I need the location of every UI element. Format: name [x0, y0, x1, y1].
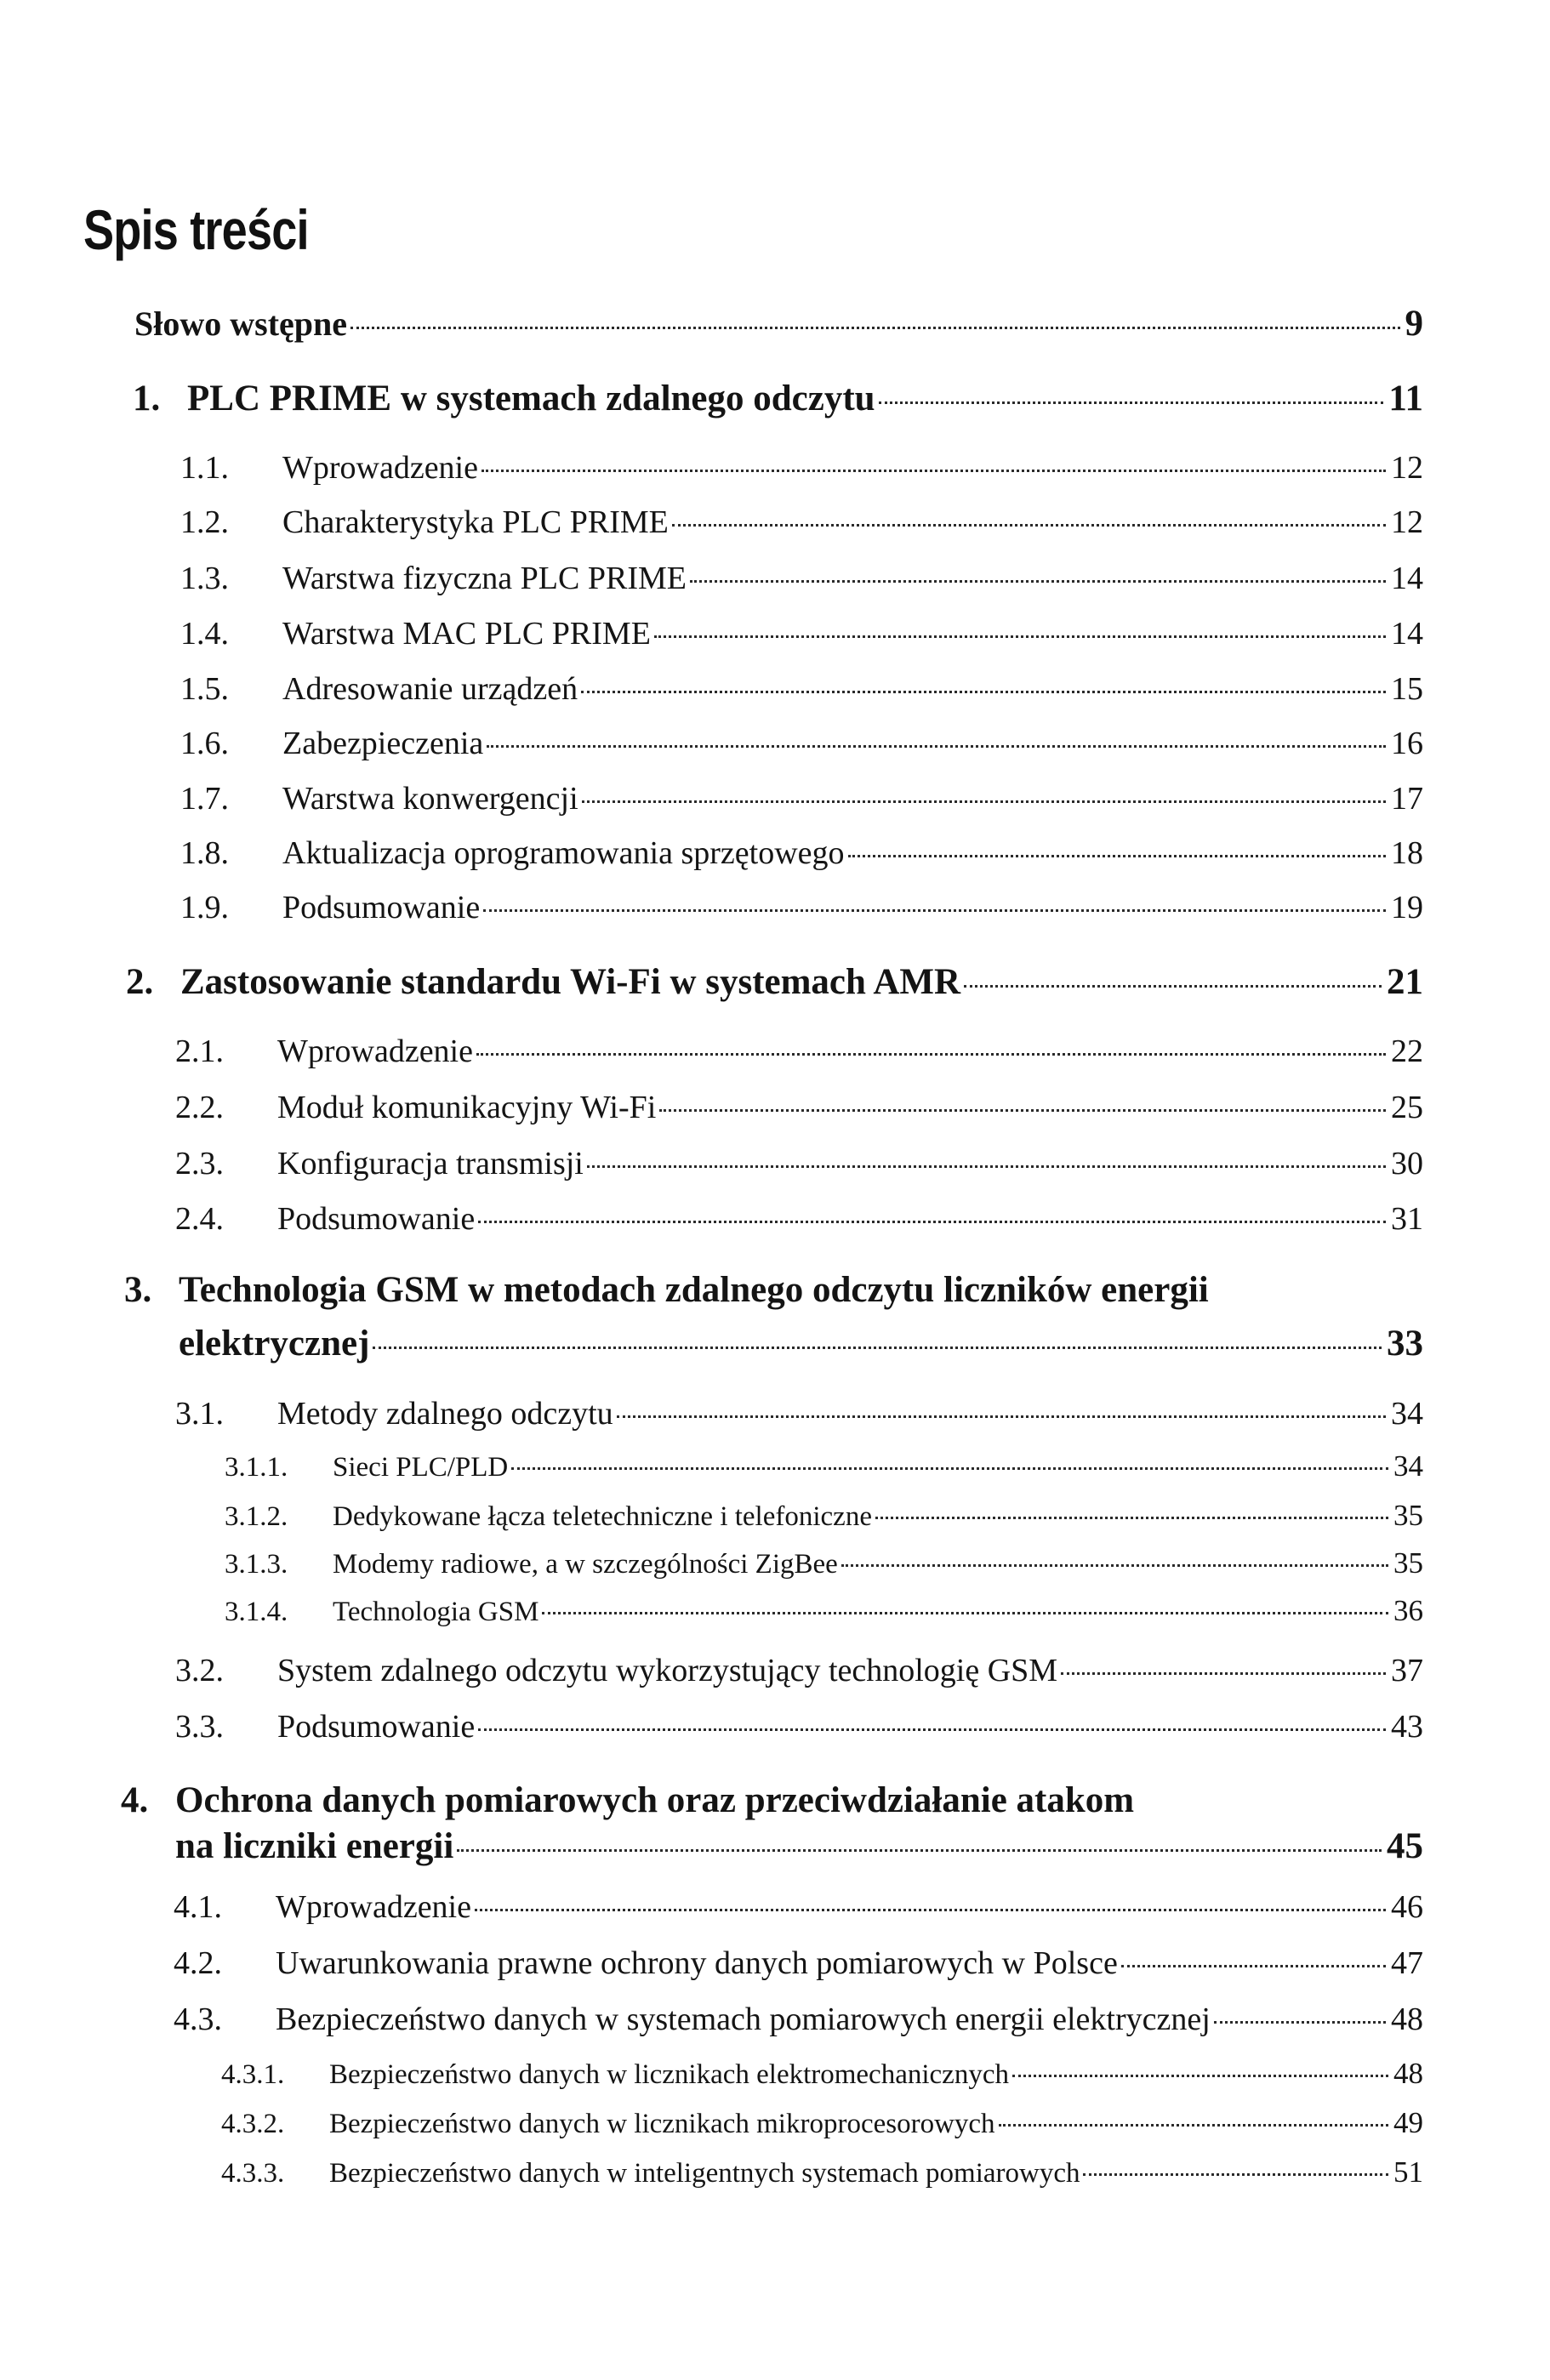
dot-leader	[475, 1909, 1386, 1911]
section-title: Wprowadzenie	[282, 450, 478, 486]
chapter-number: 1.	[133, 379, 161, 418]
section-number: 1.9.	[180, 890, 229, 925]
toc-section-1-9[interactable]	[180, 889, 1423, 926]
section-number: 1.7.	[180, 781, 229, 817]
dot-leader	[373, 1347, 1382, 1349]
section-number: 2.1.	[175, 1033, 224, 1069]
toc-subsection-4-3-1[interactable]	[221, 2057, 1423, 2091]
dot-leader	[848, 855, 1386, 857]
section-number: 1.6.	[180, 726, 229, 761]
chapter-number: 4.	[121, 1780, 149, 1820]
dot-leader	[350, 327, 1399, 329]
dot-leader	[964, 985, 1382, 988]
section-title: Moduł komunikacyjny Wi-Fi	[277, 1090, 657, 1125]
toc-page-number: 37	[1391, 1653, 1423, 1688]
toc-section-4-2[interactable]	[174, 1944, 1423, 1982]
section-title: Podsumowanie	[277, 1201, 476, 1237]
toc-section-2-4[interactable]	[175, 1200, 1423, 1238]
toc-chapter-2[interactable]	[126, 961, 1423, 1003]
subsection-title: Bezpieczeństwo danych w licznikach elektromechanicznych	[329, 2059, 1009, 2090]
section-title: Warstwa fizyczna PLC PRIME	[282, 561, 687, 596]
subsection-number: 3.1.1.	[225, 1452, 288, 1483]
section-title: Bezpieczeństwo danych w systemach pomiarowych energii elektrycznej	[276, 2001, 1211, 2037]
dot-leader	[457, 1849, 1382, 1852]
toc-section-1-1[interactable]	[180, 449, 1423, 487]
chapter-title-continued: na liczniki energii	[175, 1826, 454, 1866]
dot-leader	[511, 1467, 1388, 1470]
dot-leader	[582, 800, 1386, 803]
subsection-number: 4.3.2.	[221, 2109, 285, 2139]
section-title: Metody zdalnego odczytu	[277, 1396, 613, 1432]
section-number: 3.2.	[175, 1653, 224, 1688]
section-title: Adresowanie urządzeń	[282, 671, 578, 707]
toc-entry-foreword[interactable]	[134, 303, 1423, 344]
toc-subsection-3-1-3[interactable]	[225, 1546, 1423, 1580]
toc-subsection-4-3-2[interactable]	[221, 2106, 1423, 2140]
toc-page-number: 16	[1391, 726, 1423, 761]
dot-leader	[617, 1415, 1386, 1418]
toc-section-1-6[interactable]	[180, 725, 1423, 762]
section-number: 1.8.	[180, 835, 229, 871]
toc-chapter-4-title-line-1[interactable]	[121, 1779, 1134, 1821]
section-number: 4.3.	[174, 2001, 222, 2037]
toc-page-number: 14	[1391, 616, 1423, 652]
toc-section-3-2[interactable]	[175, 1652, 1423, 1689]
section-title: Wprowadzenie	[276, 1889, 471, 1925]
toc-subsection-3-1-2[interactable]	[225, 1499, 1423, 1533]
toc-page-number: 17	[1391, 781, 1423, 817]
toc-page-number: 48	[1391, 2001, 1423, 2037]
section-number: 2.3.	[175, 1146, 224, 1181]
section-number: 1.3.	[180, 561, 229, 596]
toc-section-1-7[interactable]	[180, 780, 1423, 817]
section-title: Zabezpieczenia	[282, 726, 484, 761]
subsection-title: Dedykowane łącza teletechniczne i telefoniczne	[333, 1501, 872, 1532]
section-title: System zdalnego odczytu wykorzystujący technologię GSM	[277, 1653, 1058, 1688]
dot-leader	[1012, 2075, 1388, 2077]
dot-leader	[659, 1109, 1386, 1112]
toc-page-number: 36	[1393, 1594, 1423, 1627]
toc-page-number: 34	[1393, 1449, 1423, 1483]
subsection-title: Bezpieczeństwo danych w inteligentnych systemach pomiarowych	[329, 2158, 1080, 2189]
section-title: Podsumowanie	[277, 1709, 476, 1745]
dot-leader	[587, 1165, 1386, 1168]
toc-page-number: 12	[1391, 504, 1423, 540]
dot-leader	[999, 2124, 1388, 2127]
section-title: Charakterystyka PLC PRIME	[282, 504, 669, 540]
dot-leader	[1061, 1672, 1386, 1675]
dot-leader	[879, 401, 1384, 404]
chapter-title-continued: elektrycznej	[179, 1324, 370, 1364]
section-title: Aktualizacja oprogramowania sprzętowego	[282, 835, 845, 871]
dot-leader	[654, 635, 1386, 638]
chapter-title: Zastosowanie standardu Wi-Fi w systemach AMR	[180, 962, 961, 1002]
toc-page-number: 49	[1393, 2106, 1423, 2139]
toc-page-number: 51	[1393, 2155, 1423, 2189]
dot-leader	[542, 1612, 1388, 1614]
toc-page-number: 33	[1387, 1324, 1423, 1364]
section-number: 1.2.	[180, 504, 229, 540]
section-title: Konfiguracja transmisji	[277, 1146, 584, 1181]
toc-page-number: 9	[1405, 304, 1423, 344]
toc-subsection-3-1-4[interactable]	[225, 1594, 1423, 1628]
toc-section-2-2[interactable]	[175, 1089, 1423, 1126]
dot-leader	[1214, 2021, 1386, 2024]
dot-leader	[476, 1053, 1386, 1056]
section-number: 3.3.	[175, 1709, 224, 1745]
chapter-title: Ochrona danych pomiarowych oraz przeciwdziałanie atakom	[175, 1780, 1135, 1820]
section-title: Uwarunkowania prawne ochrony danych pomiarowych w Polsce	[276, 1945, 1118, 1981]
toc-page-number: 14	[1391, 561, 1423, 596]
dot-leader	[690, 580, 1386, 583]
section-number: 2.2.	[175, 1090, 224, 1125]
toc-section-2-3[interactable]	[175, 1145, 1423, 1182]
dot-leader	[478, 1221, 1386, 1223]
section-title: Wprowadzenie	[277, 1033, 473, 1069]
toc-section-4-1[interactable]	[174, 1888, 1423, 1926]
toc-section-3-3[interactable]	[175, 1708, 1423, 1745]
toc-page-number: 48	[1393, 2057, 1423, 2090]
chapter-title: PLC PRIME w systemach zdalnego odczytu	[187, 379, 875, 418]
toc-page-number: 46	[1391, 1889, 1423, 1925]
toc-chapter-3-title-line-2[interactable]	[179, 1323, 1423, 1364]
toc-section-1-3[interactable]	[180, 560, 1423, 597]
toc-section-3-1[interactable]	[175, 1395, 1423, 1432]
subsection-title: Sieci PLC/PLD	[333, 1452, 509, 1483]
dot-leader	[482, 470, 1386, 472]
section-number: 4.2.	[174, 1945, 222, 1981]
dot-leader	[1121, 1965, 1386, 1967]
dot-leader	[875, 1517, 1388, 1519]
toc-page-number: 30	[1391, 1146, 1423, 1181]
dot-leader	[483, 909, 1386, 912]
toc-subsection-3-1-1[interactable]	[225, 1449, 1423, 1483]
dot-leader	[581, 691, 1386, 693]
dot-leader	[1083, 2173, 1388, 2176]
toc-section-1-8[interactable]	[180, 834, 1423, 872]
section-number: 1.5.	[180, 671, 229, 707]
toc-page-number: 35	[1393, 1499, 1423, 1532]
toc-entry-title: Słowo wstępne	[134, 305, 348, 343]
section-title: Warstwa konwergencji	[282, 781, 578, 817]
subsection-title: Technologia GSM	[333, 1597, 539, 1627]
toc-page-number: 21	[1387, 962, 1423, 1002]
section-number: 4.1.	[174, 1889, 222, 1925]
section-number: 1.4.	[180, 616, 229, 652]
page-title: Spis treści	[83, 198, 309, 261]
chapter-number: 3.	[124, 1270, 152, 1310]
toc-page-number: 34	[1391, 1396, 1423, 1432]
subsection-number: 3.1.2.	[225, 1501, 288, 1532]
subsection-number: 4.3.1.	[221, 2059, 285, 2090]
toc-page-number: 45	[1387, 1826, 1423, 1866]
toc-section-1-4[interactable]	[180, 615, 1423, 652]
subsection-title: Modemy radiowe, a w szczególności ZigBee	[333, 1549, 838, 1580]
subsection-number: 3.1.3.	[225, 1549, 288, 1580]
toc-page-number: 35	[1393, 1546, 1423, 1580]
subsection-number: 4.3.3.	[221, 2158, 285, 2189]
toc-chapter-3-title-line-1[interactable]	[124, 1269, 1209, 1311]
toc-section-1-5[interactable]	[180, 670, 1423, 708]
section-title: Warstwa MAC PLC PRIME	[282, 616, 651, 652]
chapter-number: 2.	[126, 962, 154, 1002]
toc-section-4-3[interactable]	[174, 2001, 1423, 2038]
section-number: 2.4.	[175, 1201, 224, 1237]
dot-leader	[672, 524, 1386, 527]
subsection-number: 3.1.4.	[225, 1597, 288, 1627]
toc-page-number: 47	[1391, 1945, 1423, 1981]
subsection-title: Bezpieczeństwo danych w licznikach mikroprocesorowych	[329, 2109, 995, 2139]
toc-page-number: 43	[1391, 1709, 1423, 1745]
toc-section-1-2[interactable]	[180, 504, 1423, 541]
dot-leader	[478, 1728, 1386, 1731]
toc-section-2-1[interactable]	[175, 1033, 1423, 1070]
toc-page-number: 12	[1391, 450, 1423, 486]
toc-page-number: 22	[1391, 1033, 1423, 1069]
toc-chapter-4-title-line-2[interactable]	[175, 1825, 1423, 1867]
section-title: Podsumowanie	[282, 890, 481, 925]
toc-page-number: 31	[1391, 1201, 1423, 1237]
dot-leader	[487, 745, 1386, 748]
toc-page-number: 19	[1391, 890, 1423, 925]
toc-page-number: 15	[1391, 671, 1423, 707]
toc-chapter-1[interactable]	[133, 378, 1423, 419]
section-number: 1.1.	[180, 450, 229, 486]
toc-page-number: 18	[1391, 835, 1423, 871]
toc-subsection-4-3-3[interactable]	[221, 2155, 1423, 2189]
section-number: 3.1.	[175, 1396, 224, 1432]
toc-page-number: 11	[1388, 379, 1423, 418]
toc-page-number: 25	[1391, 1090, 1423, 1125]
dot-leader	[841, 1564, 1388, 1567]
chapter-title: Technologia GSM w metodach zdalnego odczytu liczników energii	[179, 1270, 1209, 1310]
